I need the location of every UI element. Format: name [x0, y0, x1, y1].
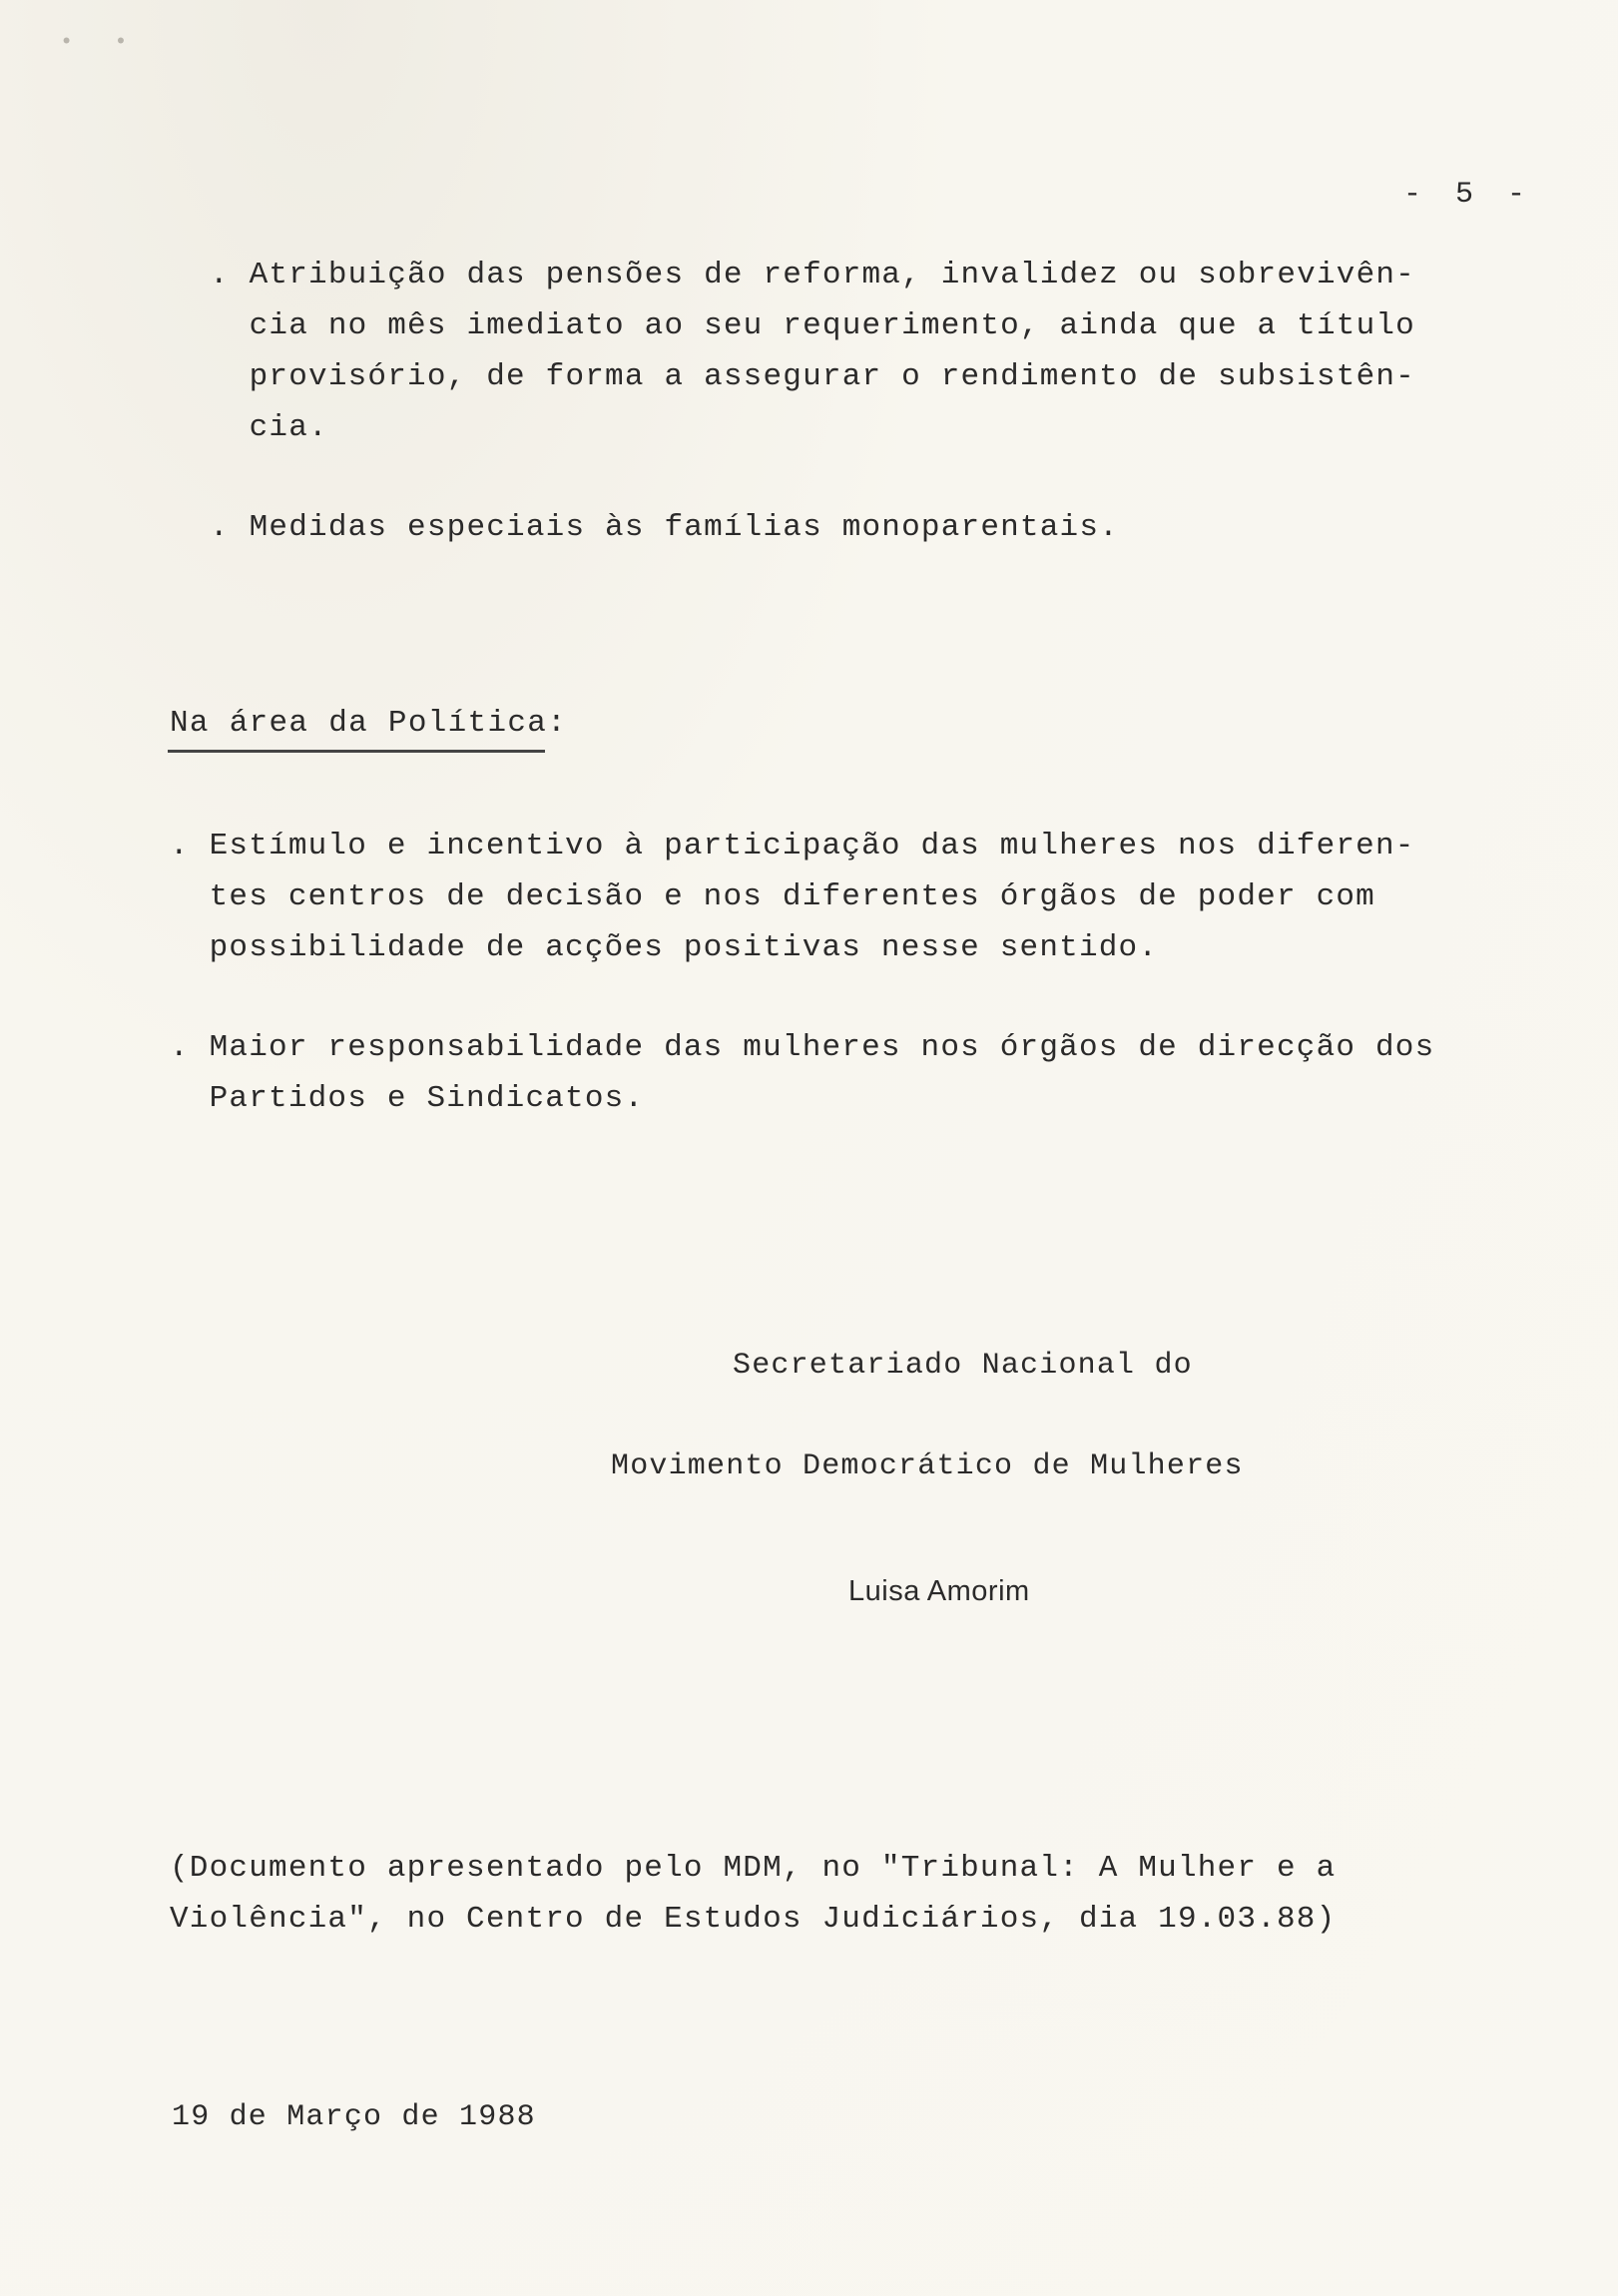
document-footnote: (Documento apresentado pelo MDM, no "Tribunal: A Mulher e a Violência", no Centro de Estudos Judiciários, dia 19.03.88) [170, 1851, 1337, 1937]
signature-organization-line2: Movimento Democrático de Mulheres [611, 1449, 1244, 1483]
signature-organization-line1: Secretariado Nacional do [733, 1349, 1193, 1383]
paper-marks: • • [60, 30, 142, 55]
section-heading-underline [168, 750, 545, 753]
signature-name: Luisa Amorim [848, 1575, 1030, 1607]
document-date: 19 de Março de 1988 [172, 2100, 536, 2134]
politics-item-participation: . Estímulo e incentivo à participação das mulheres nos diferen- tes centros de decisão e nos diferentes órgãos de poder com possibilidade de acções positivas nesse sentido. [170, 829, 1415, 965]
pension-item: . Atribuição das pensões de reforma, invalidez ou sobrevivên- cia no mês imediato ao seu requerimento, ainda que a título provisório, de forma a assegurar o rendimento de subsistên- cia. [210, 258, 1415, 445]
politics-item-responsibility: . Maior responsabilidade das mulheres nos órgãos de direcção dos Partidos e Sindicatos. [170, 1030, 1435, 1116]
section-heading-politics: Na área da Política: [170, 706, 568, 741]
single-parent-item: . Medidas especiais às famílias monoparentais. [210, 510, 1119, 545]
page-number: - 5 - [1403, 178, 1534, 212]
